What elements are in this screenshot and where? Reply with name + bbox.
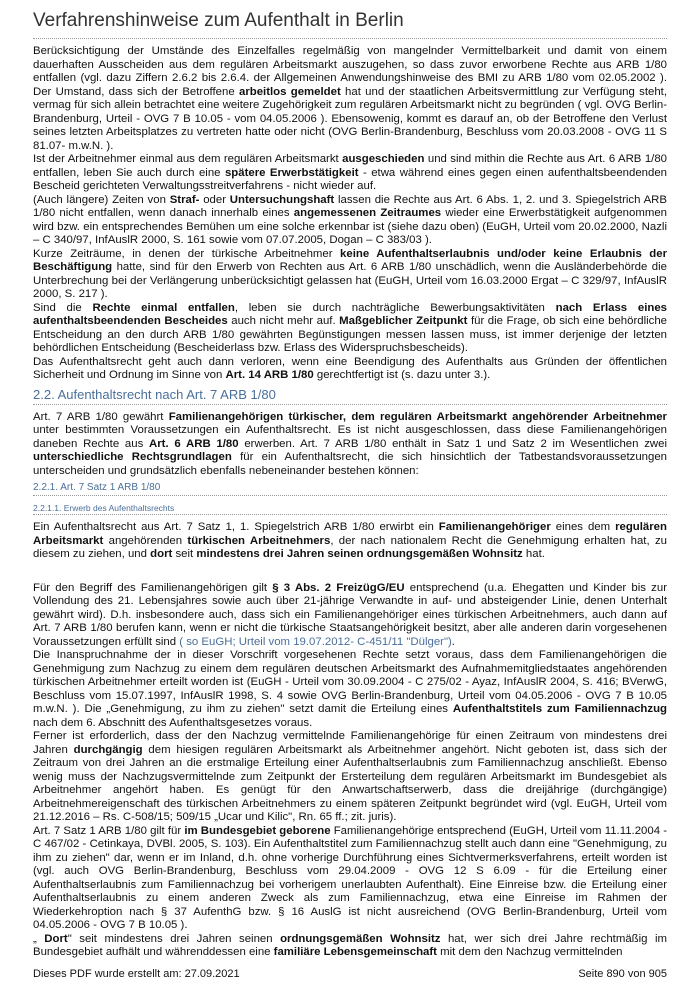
text-run: , leben sie durch nachträgliche Bewerbungsaktivitäten — [234, 301, 556, 314]
text-run: Art. 7 Satz 1 ARB 1/80 gilt für — [33, 824, 185, 837]
paragraph — [33, 45, 667, 153]
page-footer — [33, 968, 667, 980]
text-run: „ — [33, 932, 45, 945]
text-run: entsprechend (u.a. Ehegatten und Kinder bis zur Vollendung des 21. Lebensjahres sowie auch über 21-jährige Verwandte in auf- und absteigender Linie, denen Unterhalt gewährt wird). D.h. insbesondere auch, dass sich ein Familienangehöriger eines türkischen Arbeitnehmers, auch dann auf Art. 7 ARB 1/80 berufen kann, wenn er nicht die türkische Staatsangehörigkeit besitzt, aber alle anderen darin vorgesehenen Voraussetzungen erfüllt sind — [33, 581, 667, 648]
text-run: angehörenden — [103, 534, 188, 547]
bold-text: Familienangehörigen türkischer, dem regulären Arbeitsmarkt angehörender Arbeitnehmer — [168, 410, 667, 423]
bold-text: dort — [150, 548, 173, 560]
paragraph — [33, 356, 667, 383]
paragraph — [33, 933, 667, 960]
bold-text: Rechte einmal entfallen — [92, 301, 235, 314]
bold-text: spätere Erwerbstätigkeit — [224, 166, 359, 179]
paragraph — [33, 153, 667, 194]
bold-text: mindestens drei Jahren seinen ordnungsgemäßen Wohnsitz — [196, 548, 523, 560]
paragraph — [33, 248, 667, 302]
section-divider — [33, 495, 667, 496]
text-run: Für den Begriff des Familienangehörigen gilt — [33, 581, 273, 594]
bold-text: Art. 14 ARB 1/80 — [225, 369, 314, 381]
bold-text: familiäre Lebensgemeinschaft — [273, 946, 437, 958]
text-run: für ein Aufenthaltsrecht, die sich hinsichtlich der Tatbestandsvoraussetzungen unterscheiden und grundsätzlich ebenfalls nebeneinander bestehen können: — [33, 451, 667, 477]
text-run: nach dem 6. Abschnitt des Aufenthaltsgesetzes voraus. — [33, 716, 313, 729]
citation-link[interactable]: ( so EuGH; Urteil vom 19.07.2012- C-451/11 "Dülger") — [179, 635, 452, 648]
bold-text: regulären Arbeitsmarkt — [33, 521, 667, 547]
text-run: gerechtfertigt ist (s. dazu unter 3.). — [313, 369, 491, 381]
text-run: wieder eine Erwerbstätigkeit aufgenommen wird bzw. ein entsprechendes Bemühen um eine solche erkennbar ist (siehe dazu oben) (EuGH, Urteil vom 20.02.2000, Nazli – C 340/97, InfAuslR 2000, S. 161 sowie vom 07.07.2005, Dogan – C 383/03 ). — [33, 207, 667, 246]
text-run: hat, wer sich drei Jahre rechtmäßig im Bundesgebiet aufhält und währenddessen eine — [33, 932, 667, 958]
paragraph — [33, 730, 667, 825]
text-run: Berücksichtigung der Umstände des Einzelfalles regelmäßig von mangelnder Vermittelbarkeit und damit von einem dauerhaften Ausscheiden aus dem regulären Arbeitsmarkt auszugehen, so dass zuvor erworbene Rechte aus ARB 1/80 entfallen (vgl. dazu Ziffern 2.6.2 bis 2.6.4. der Allgemeinen Anwendungshinweise des BMI zu ARB 1/80 vom 02.05.2002 ). Der Umstand, dass sich der Betroffene — [33, 45, 667, 98]
text-run: unter bestimmten Voraussetzungen ein Aufenthaltsrecht. Es ist nicht ausgeschlossen, dass diese Familienangehörigen daneben Rechte aus — [33, 424, 667, 450]
bold-text: Untersuchungshaft — [229, 193, 335, 206]
text-run: erwerben. Art. 7 ARB 1/80 enthält in Satz 1 und Satz 2 im Wesentlichen zwei — [238, 437, 668, 450]
text-run: - etwa während eines gegen einen aufenthaltsbeendenden Bescheid gerichteten Verwaltungsstreitverfahrens - nicht wieder auf. — [33, 166, 668, 192]
section-divider — [33, 404, 667, 405]
text-run: Das Aufenthaltsrecht geht auch dann verloren, wenn eine Beendigung des Aufenthalts aus Gründen der öffentlichen Sicherheit und Ordnung im Sinne von — [33, 355, 667, 381]
bold-text: unterschiedliche Rechtsgrundlagen — [33, 451, 232, 463]
bold-text: ausgeschieden — [342, 153, 425, 165]
text-run: Ein Aufenthaltsrecht aus Art. 7 Satz 1, 1. Spiegelstrich ARB 1/80 erwirbt ein — [33, 521, 439, 533]
text-run: auch nicht mehr auf. — [227, 315, 340, 327]
text-run: hat und der staatlichen Arbeitsvermittlung zur Verfügung steht, vermag für sich allein betrachtet eine weitere Zugehörigkeit zum regulären Arbeitsmarkt nicht zu begründen ( vgl. OVG Berlin-Brandenburg, Urteil - OVG 7 B 10.05 - vom 04.05.2006 ). Ebensowenig, kommt es darauf an, ob der Betroffene den Verlust seines letzten Arbeitsplatzes zu vertreten hatte oder nicht (OVG Berlin-Brandenburg, Beschluss vom 20.03.2008 - OVG 11 S 81.07- m.w.N. ). — [33, 85, 667, 152]
text-run: seit — [172, 548, 197, 560]
text-run: " seit mindestens drei Jahren seinen — [67, 932, 281, 945]
text-run: Kurze Zeiträume, in denen der türkische Arbeitnehmer — [33, 247, 341, 260]
bold-text: Aufenthaltstitels zum Familiennachzug — [452, 703, 667, 715]
text-run: hatte, sind für den Erwerb von Rechten aus Art. 6 ARB 1/80 unschädlich, wenn die Ausländerbehörde die Unterbrechung bei der Verlängerung unberücksichtigt gelassen hat (EuGH, Urteil vom 16.03.2000 Ergat – C 329/97, InfAuslR 2000, S. 217 ). — [33, 261, 667, 300]
bold-text: § 3 Abs. 2 FreizügG/EU — [272, 581, 405, 594]
text-run: und sind mithin die Rechte aus Art. 6 ARB 1/80 entfallen, leben Sie auch durch eine — [33, 153, 667, 179]
paragraph — [33, 582, 667, 650]
bold-text: ordnungsgemäßen Wohnsitz — [280, 932, 441, 945]
text-run: Ferner ist erforderlich, dass der den Nachzug vermittelnde Familienangehörige für einen Zeitraum von mindestens drei Jahren — [33, 730, 667, 756]
bold-text: Art. 6 ARB 1/80 — [149, 437, 239, 450]
text-run: Art. 7 ARB 1/80 gewährt — [33, 410, 169, 423]
paragraph — [33, 194, 667, 248]
footer-created-date: Dieses PDF wurde erstellt am: 27.09.2021 — [33, 968, 240, 980]
text-run: hat. — [522, 548, 545, 560]
section-divider — [33, 514, 667, 515]
text-run: Sind die — [33, 301, 93, 314]
text-run: eines dem — [550, 521, 616, 533]
text-run: für die Frage, ob sich eine behördliche Entscheidung an den durch ARB 1/80 gewährten Begünstigungen messen lassen muss, ist immer derjenige der letzten behördlichen Entscheidung (Bescheiderlass bzw. Erlass des Widerspruchsbescheids). — [33, 315, 668, 354]
document-body — [33, 45, 667, 960]
title-divider — [33, 38, 667, 39]
text-run: , der nach nationalem Recht die Genehmigung erhalten hat, zu diesem zu ziehen, und — [33, 534, 667, 560]
paragraph — [33, 411, 667, 479]
text-run: Die Inanspruchnahme der in dieser Vorschrift vorgesehenen Rechte setzt voraus, dass dem Familienangehörigen die Genehmigung zum Nachzug zu einem dem regulären deutschen Arbeitsmarkt des Aufnahmemitgliedstaates angehörenden türkischen Arbeitnehmer erteilt worden ist (EuGH - Urteil vom 30.09.2004 - C 275/02 - Ayaz, InfAuslR 2004, S. 416; BVerwG, Beschluss vom 15.07.1997, InfAuslR 1998, S. 4 sowie OVG Berlin-Brandenburg, Urteil vom 04.05.2006 - OVG 7 B 10.05 m.w.N. ). Die „Genehmigung, zu ihm zu ziehen" setzt damit die Erteilung eines — [33, 649, 667, 715]
text-run: lassen die Rechte aus Art. 6 Abs. 1, 2. und 3. Spiegelstrich ARB 1/80 nicht entfallen, wenn danach innerhalb eines — [33, 193, 667, 219]
text-run: dem hiesigen regulären Arbeitsmarkt als Arbeitnehmer angehört. Nicht geboten ist, dass sich der Zeitraum von drei Jahren an die erstmalige Erteilung einer Aufenthaltserlaubnis zum Familiennachzug anschließt. Ebenso wenig muss der Nachzugsvermittelnde zum Zeitpunkt der Ersterteilung dem regulären Arbeitsmarkt im Bundesgebiet als Arbeitnehmer angehört haben. Es genügt für den Anwartschaftserwerb, dass die dreijährige (durchgängige) Arbeitnehmereigenschaft des türkischen Arbeitnehmers zu einem späteren Zeitpunkt begründet wird (vgl. EuGH, Urteil vom 21.12.2016 – Rs. C-508/15; 509/15 „Ucar und Kilic", Rn. 65 ff.; zit. juris). — [33, 743, 667, 823]
text-run: . — [451, 635, 455, 648]
bold-text: durchgängig — [73, 743, 143, 756]
text-run: (Auch längere) Zeiten von — [33, 193, 170, 206]
text-run: Familienangehörige entsprechend (EuGH, Urteil vom 11.11.2004 - C 467/02 - Cetinkaya, DVBl. 2005, S. 103). Ein Aufenthaltstitel zum Familiennachzug stellt auch dann eine "Genehmigung, zu ihm zu ziehen" dar, wenn er im Inland, d.h. ohne vorherige Durchführung eines Sichtvermerksverfahrens, erteilt worden ist (vgl. auch OVG Berlin-Brandenburg, Beschluss vom 29.04.2009 - OVG 12 S 6.09 - für die Erteilung einer Aufenthaltserlaubnis zum Familiennachzug bei vorherigem unerlaubten Aufenthalt). Eine Einreise bzw. die Erteilung einer Aufenthaltserlaubnis zu einem anderen Zweck als zum Familiennachzug, etwa eine Einreise im Rahmen der Wiederkehroption nach § 37 AufenthG bzw. § 16 AuslG ist nicht ausreichend (OVG Berlin-Brandenburg, Urteil vom 04.05.2006 - OVG 7 B 10.05 ). — [33, 824, 667, 931]
page-title: Verfahrenshinweise zum Aufenthalt in Berlin — [33, 10, 404, 31]
paragraph — [33, 649, 667, 730]
bold-text: im Bundesgebiet geborene — [184, 824, 331, 837]
bold-text: Familienangehöriger — [438, 521, 551, 533]
bold-text: Dort — [44, 932, 68, 945]
bold-text: türkischen Arbeitnehmers — [187, 534, 331, 547]
section-heading-2-2-1-1: 2.2.1.1. Erwerb des Aufenthaltsrechts — [33, 503, 175, 513]
text-run: Ist der Arbeitnehmer einmal aus dem regulären Arbeitsmarkt — [33, 153, 343, 165]
bold-text: nach Erlass eines aufenthaltsbeendenden Bescheides — [33, 301, 667, 327]
text-run: oder — [199, 193, 230, 206]
bold-text: angemessenen Zeitraumes — [293, 207, 442, 219]
bold-text: Maßgeblicher Zeitpunkt — [339, 315, 468, 327]
bold-text: keine Aufenthaltserlaubnis und/oder keine Erlaubnis der Beschäftigung — [33, 247, 667, 273]
footer-page-number: Seite 890 von 905 — [578, 968, 667, 980]
bold-text: Straf- — [169, 193, 200, 206]
document-page — [33, 8, 667, 960]
paragraph — [33, 521, 667, 562]
bold-text: arbeitlos gemeldet — [238, 85, 341, 98]
text-run: mit dem den Nachzug vermittelnden — [436, 946, 623, 958]
paragraph — [33, 825, 667, 933]
section-heading-2-2: 2.2. Aufenthaltsrecht nach Art. 7 ARB 1/80 — [33, 386, 276, 402]
section-heading-2-2-1: 2.2.1. Art. 7 Satz 1 ARB 1/80 — [33, 482, 161, 493]
paragraph — [33, 302, 667, 356]
